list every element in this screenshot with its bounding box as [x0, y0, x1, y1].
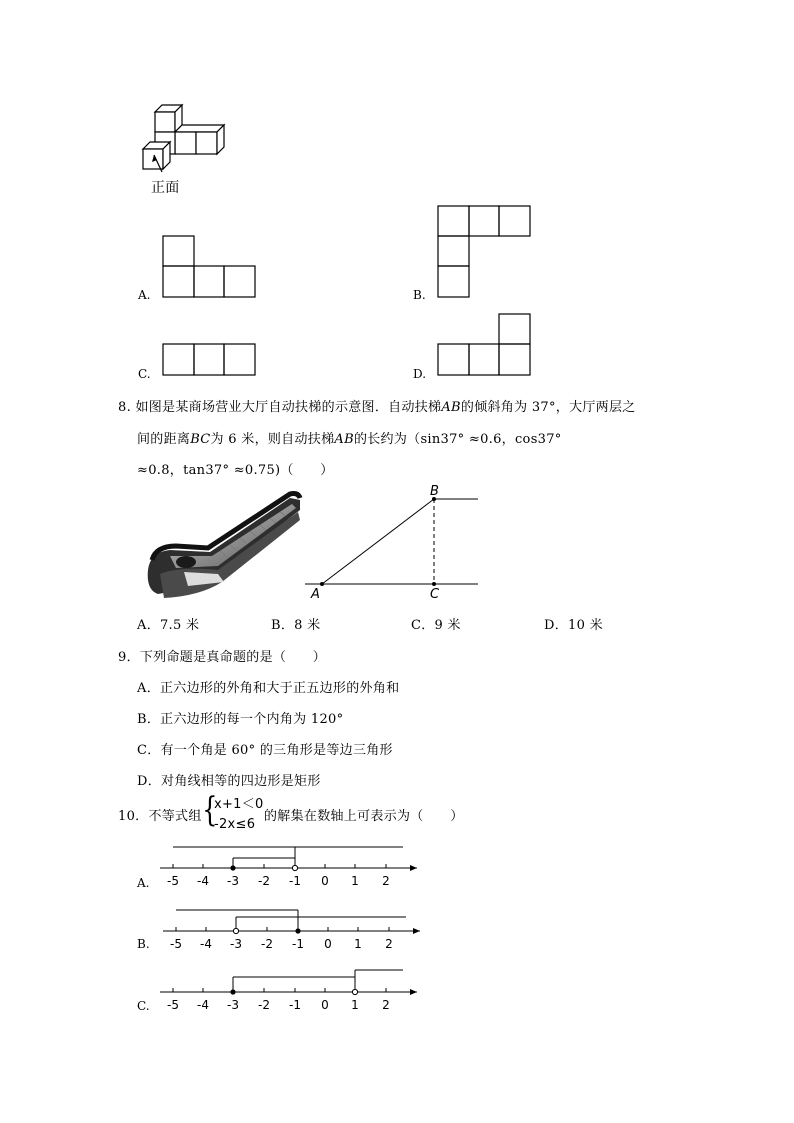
- q8-option-c[interactable]: C．9 米: [411, 618, 461, 633]
- tick-label: 1: [351, 998, 359, 1012]
- q8-text-1b: 的倾斜角为 37°，大厅两层之: [460, 400, 636, 415]
- q7-option-d-label[interactable]: D.: [413, 367, 427, 381]
- q8-var-ab-2: AB: [334, 432, 354, 447]
- q8-line-2: [137, 428, 562, 447]
- q9-option-c[interactable]: C．有一个角是 60° 的三角形是等边三角形: [137, 743, 393, 758]
- tick-label: -4: [197, 874, 209, 888]
- q7-option-a-label[interactable]: A.: [138, 288, 151, 302]
- point-c-label: C: [430, 587, 440, 602]
- q8-var-bc: BC: [190, 432, 211, 447]
- tick-label: -3: [230, 937, 242, 951]
- tick-label: -1: [289, 874, 301, 888]
- q10-inequality-1: x+1＜0: [214, 797, 264, 812]
- q7-option-b-figure[interactable]: [437, 205, 532, 299]
- q10-option-b-label[interactable]: B.: [137, 937, 150, 951]
- q8-triangle-diagram: [300, 482, 485, 602]
- q10-brace: {: [202, 790, 218, 830]
- tick-label: 0: [321, 874, 329, 888]
- q10-option-a-number-line[interactable]: [155, 840, 425, 892]
- q8-option-a[interactable]: A．7.5 米: [137, 618, 200, 633]
- tick-label: 0: [321, 998, 329, 1012]
- q8-line-1: [118, 396, 636, 415]
- escalator-photo: [140, 490, 305, 602]
- tick-label: 2: [385, 937, 393, 951]
- tick-label: -3: [227, 874, 239, 888]
- tick-label: -2: [258, 874, 270, 888]
- q7-option-c-label[interactable]: C.: [138, 367, 151, 381]
- tick-label: -5: [167, 874, 179, 888]
- q10-option-c-number-line[interactable]: [155, 964, 425, 1016]
- q8-text-1a: 如图是某商场营业大厅自动扶梯的示意图．自动扶梯: [135, 400, 442, 415]
- q8-option-b[interactable]: B．8 米: [271, 618, 321, 633]
- q10-option-c-label[interactable]: C.: [137, 999, 150, 1013]
- tick-label: -2: [261, 937, 273, 951]
- tick-label: 2: [382, 874, 390, 888]
- tick-label: -4: [200, 937, 212, 951]
- q9-option-b[interactable]: B．正六边形的每一个内角为 120°: [137, 712, 344, 727]
- q7-option-d-figure[interactable]: [437, 313, 532, 377]
- q7-option-c-figure[interactable]: [162, 343, 257, 377]
- q7-3d-cube-figure: [140, 100, 230, 175]
- tick-label: 2: [382, 998, 390, 1012]
- q8-number: 8.: [118, 400, 132, 415]
- tick-label: -1: [292, 937, 304, 951]
- q9-option-a[interactable]: A．正六边形的外角和大于正五边形的外角和: [137, 681, 400, 696]
- point-b-label: B: [430, 484, 439, 499]
- q10-stem-suffix: 的解集在数轴上可表示为（ ）: [264, 809, 464, 824]
- q10-inequality-2: -2x≤6: [214, 817, 256, 832]
- q10-option-a-label[interactable]: A.: [137, 876, 150, 890]
- point-a-label: A: [311, 587, 320, 602]
- q9-stem: 9．下列命题是真命题的是（ ）: [118, 650, 327, 665]
- tick-label: 1: [354, 937, 362, 951]
- q8-text-2a: 间的距离: [137, 432, 191, 447]
- tick-label: -1: [289, 998, 301, 1012]
- tick-label: -5: [167, 998, 179, 1012]
- q7-option-b-label[interactable]: B.: [413, 288, 426, 302]
- q10-option-b-number-line[interactable]: [158, 903, 428, 955]
- q9-option-d[interactable]: D．对角线相等的四边形是矩形: [137, 774, 321, 789]
- tick-label: 1: [351, 874, 359, 888]
- tick-label: 0: [324, 937, 332, 951]
- q10-stem-prefix: 10．不等式组: [118, 809, 202, 824]
- q7-option-a-figure[interactable]: [162, 235, 257, 299]
- tick-label: -4: [197, 998, 209, 1012]
- tick-label: -3: [227, 998, 239, 1012]
- q8-line-3: ≈0.8，tan37° ≈0.75)（ ）: [137, 463, 334, 478]
- tick-label: -5: [170, 937, 182, 951]
- q8-text-2b: 为 6 米，则自动扶梯: [210, 432, 335, 447]
- q8-var-ab: AB: [441, 400, 461, 415]
- tick-label: -2: [258, 998, 270, 1012]
- q8-option-d[interactable]: D．10 米: [544, 618, 603, 633]
- front-view-label: 正面: [151, 180, 180, 196]
- q8-text-2c: 的长约为（sin37° ≈0.6，cos37°: [353, 432, 562, 447]
